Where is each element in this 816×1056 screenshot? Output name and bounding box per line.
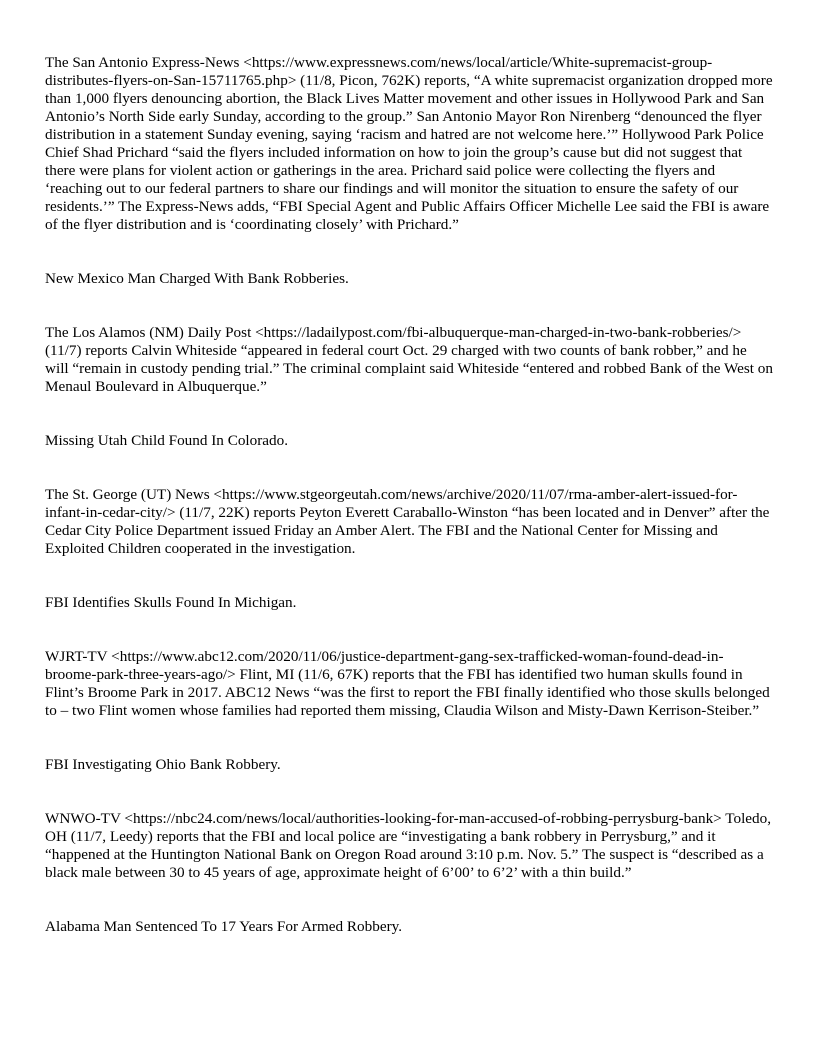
headline-ohio-bank-robbery: FBI Investigating Ohio Bank Robbery. xyxy=(45,756,281,773)
headline-new-mexico-bank-robberies: New Mexico Man Charged With Bank Robberies. xyxy=(45,270,349,287)
article-paragraph-los-alamos: The Los Alamos (NM) Daily Post <https://ladailypost.com/fbi-albuquerque-man-charged-in-two-bank-robberies/> (11/7) reports Calvin Whiteside “appeared in federal court Oct. 29 charged with two counts of bank robber,” and he will “remain in custody pending trial.” The criminal complaint said Whiteside “entered and robbed Bank of the West on Menaul Boulevard in Albuquerque.” xyxy=(45,324,773,395)
headline-alabama-sentence: Alabama Man Sentenced To 17 Years For Armed Robbery. xyxy=(45,918,403,935)
article-paragraph-st-george: The St. George (UT) News <https://www.stgeorgeutah.com/news/archive/2020/11/07/rma-amber-alert-issued-for-infant-in-cedar-city/> (11/7, 22K) reports Peyton Everett Caraballo-Winston “has been located and in Denver” after the Cedar City Police Department issued Friday an Amber Alert. The FBI and the National Center for Missing and Exploited Children cooperated in the investigation. xyxy=(45,486,770,557)
headline-missing-utah-child: Missing Utah Child Found In Colorado. xyxy=(45,432,289,449)
headline-skulls-michigan: FBI Identifies Skulls Found In Michigan. xyxy=(45,594,297,611)
article-paragraph-wnwo: WNWO-TV <https://nbc24.com/news/local/authorities-looking-for-man-accused-of-robbing-perrysburg-bank> Toledo, OH (11/7, Leedy) reports that the FBI and local police are “investigating a bank robbery in Perrysburg,” and it “happened at the Huntington National Bank on Oregon Road around 3:10 p.m. Nov. 5.” The suspect is “described as a black male between 30 to 45 years of age, approximate height of 6’00’ to 6’2’ with a thin build.” xyxy=(45,810,772,881)
document-page xyxy=(45,54,773,936)
article-paragraph-wjrt: WJRT-TV <https://www.abc12.com/2020/11/06/justice-department-gang-sex-trafficked-woman-found-dead-in-broome-park-three-years-ago/> Flint, MI (11/6, 67K) reports that the FBI has identified two human skulls found in Flint’s Broome Park in 2017. ABC12 News “was the first to report the FBI finally identified who those skulls belonged to – two Flint women whose families had reported them missing, Claudia Wilson and Misty-Dawn Kerrison-Steiber.” xyxy=(45,648,770,719)
article-paragraph-san-antonio: The San Antonio Express-News <https://www.expressnews.com/news/local/article/White-supremacist-group-distributes-flyers-on-San-15711765.php> (11/8, Picon, 762K) reports, “A white supremacist organization dropped more than 1,000 flyers denouncing abortion, the Black Lives Matter movement and other issues in Hollywood Park and San Antonio’s North Side early Sunday, according to the group.” San Antonio Mayor Ron Nirenberg “denounced the flyer distribution in a statement Sunday evening, saying ‘racism and hatred are not welcome here.’” Hollywood Park Police Chief Shad Prichard “said the flyers included information on how to join the group’s cause but did not suggest that there were plans for violent action or gatherings in the area. Prichard said police were collecting the flyers and ‘reaching out to our federal partners to share our findings and will monitor the situation to ensure the safety of our residents.’” The Express-News adds, “FBI Special Agent and Public Affairs Officer Michelle Lee said the FBI is aware of the flyer distribution and is ‘coordinating closely’ with Prichard.” xyxy=(45,54,773,233)
